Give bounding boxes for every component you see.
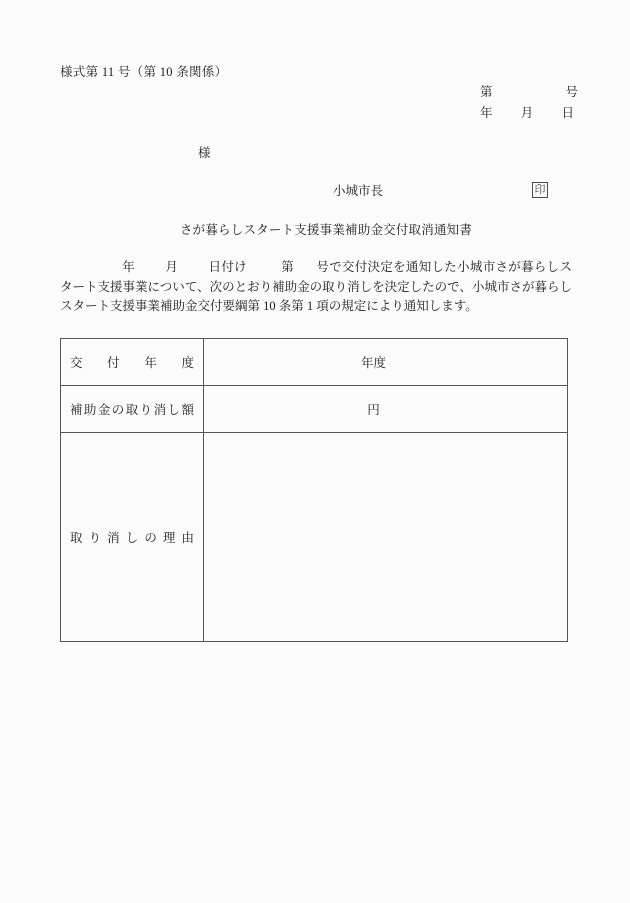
body-date-month: 月: [165, 260, 179, 274]
date-month-label: 月: [520, 106, 534, 120]
document-title: さが暮らしスタート支援事業補助金交付取消通知書: [179, 223, 473, 237]
date-year-label: 年: [480, 106, 493, 120]
table-row: [61, 339, 568, 386]
body-paragraph: [60, 258, 572, 317]
document-date-row: [470, 103, 580, 124]
table-value-fiscal-year[interactable]: 年度: [204, 339, 568, 386]
document-number-row: [470, 82, 580, 103]
body-date-year: 年: [122, 260, 136, 274]
table-row: [61, 433, 568, 642]
table-label-cancel-reason: 取り消しの理由: [61, 433, 204, 642]
form-number: 様式第 11 号（第 10 条関係）: [60, 65, 228, 79]
addressee-honorific: 様: [198, 146, 211, 160]
body-text-main: 号で交付決定を通知した小城市さが暮らしスタート支援事業について、次のとおり補助金の取り消しを決定したので、小城市さが暮らしスタート支援事業補助金交付要綱第 10 条第 1 項の規定により通知します。: [60, 260, 572, 313]
table-row: [61, 386, 568, 433]
date-day-label: 日: [561, 106, 574, 120]
table-label-cancel-amount: 補助金の取り消し額: [61, 386, 204, 433]
issuer-line: [333, 181, 548, 199]
table-value-cancel-reason[interactable]: [204, 433, 568, 642]
table-label-fiscal-year: 交 付 年 度: [61, 339, 204, 386]
notification-table: [60, 338, 568, 642]
body-ref-number-label: 第: [280, 260, 295, 274]
document-meta-block: [470, 82, 580, 124]
table-value-cancel-amount[interactable]: 円: [204, 386, 568, 433]
seal-stamp-icon: 印: [532, 182, 548, 198]
document-number-unit: 号: [565, 85, 578, 99]
issuer-name: 小城市長: [333, 184, 384, 198]
body-date-suffix: 日付け: [208, 260, 247, 274]
document-number-label: 第: [480, 85, 493, 99]
